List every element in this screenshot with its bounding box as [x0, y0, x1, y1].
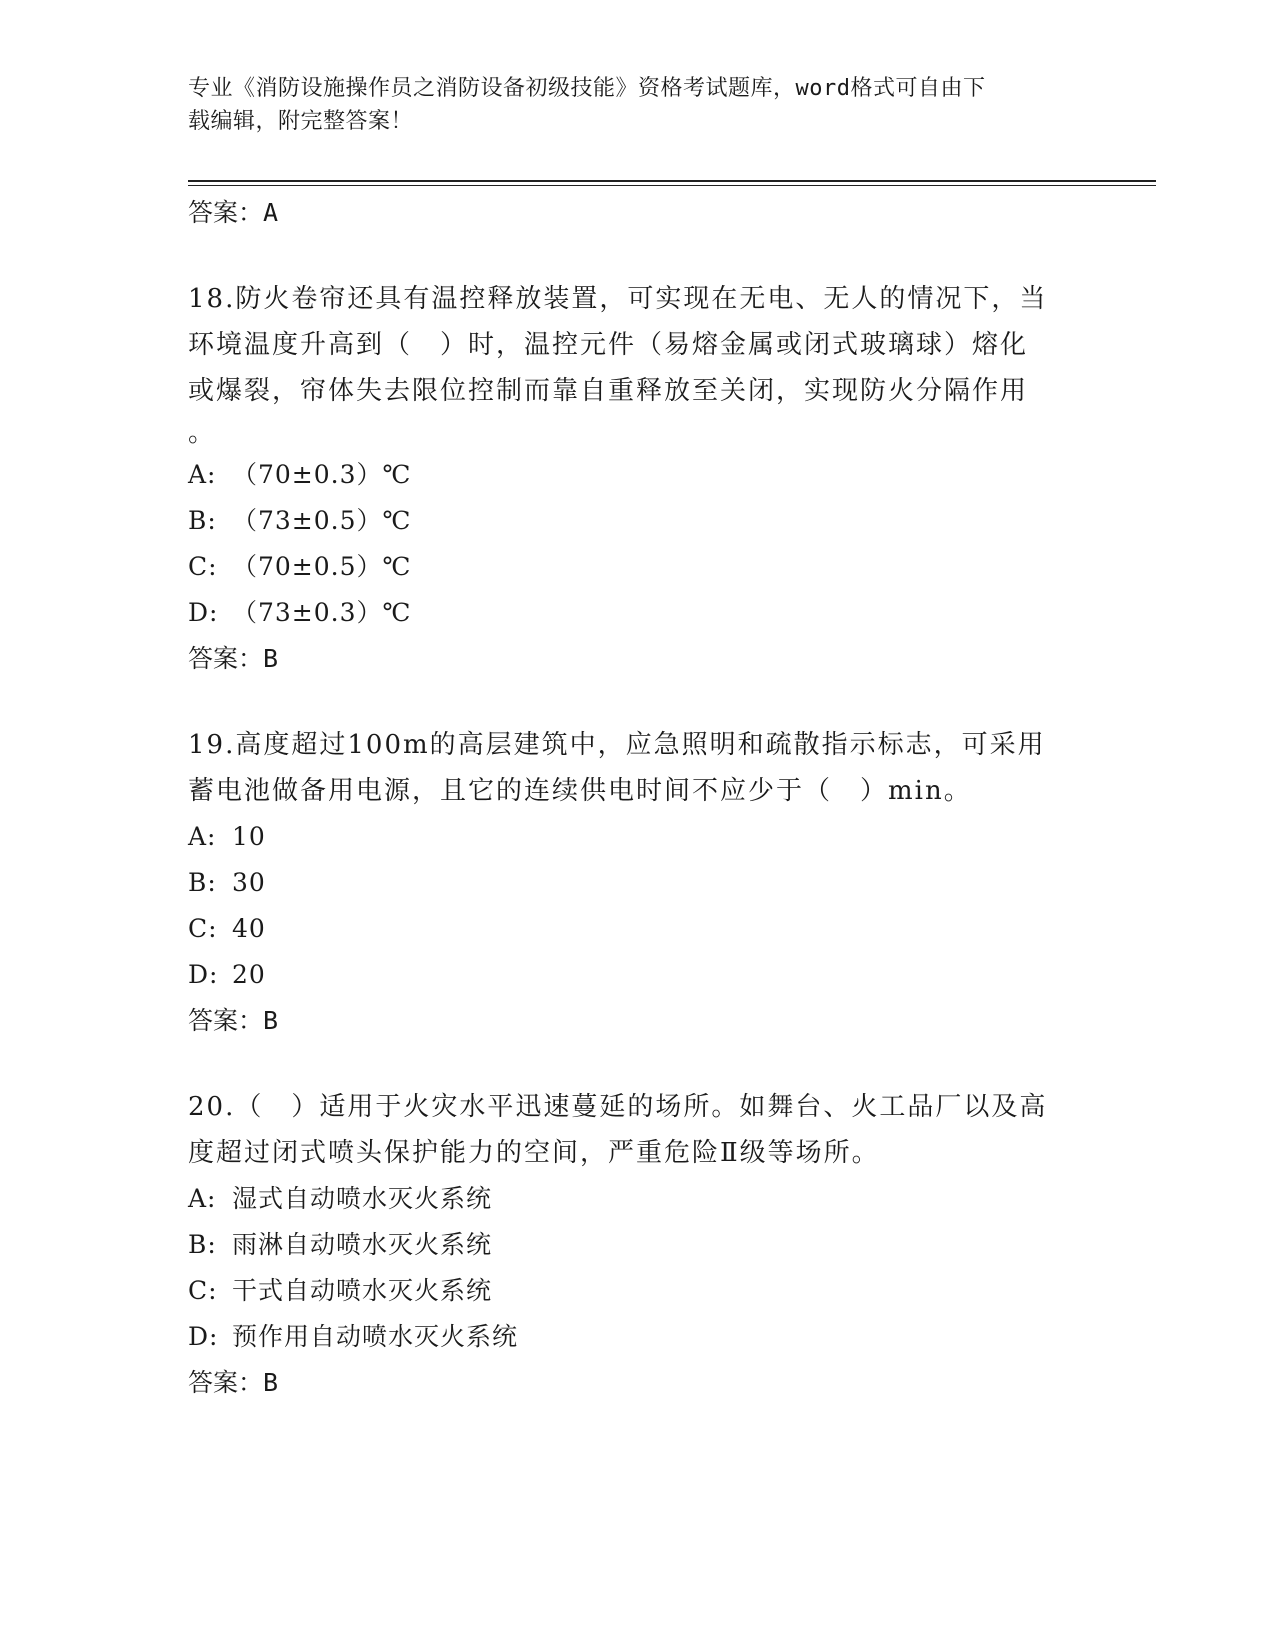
option-20-c: [188, 1268, 1088, 1314]
answer-label: 答案：: [188, 1368, 264, 1397]
option-letter: A:: [188, 1184, 217, 1213]
option-text: 40: [232, 914, 266, 943]
option-text: （73±0.5）℃: [232, 506, 412, 535]
option-18-a: [188, 452, 1088, 498]
option-letter: C:: [188, 1276, 218, 1305]
question-list: [188, 190, 1088, 1406]
option-letter: C:: [188, 914, 218, 943]
option-text: 10: [232, 822, 266, 851]
option-letter: D:: [188, 598, 219, 627]
option-text: 20: [232, 960, 266, 989]
option-20-a: [188, 1176, 1088, 1222]
option-letter: B:: [188, 1230, 217, 1259]
question-number: 19.: [188, 730, 236, 760]
question-text-line: 或爆裂，帘体失去限位控制而靠自重释放至关闭，实现防火分隔作用: [188, 376, 1029, 406]
option-20-d: [188, 1314, 1088, 1360]
question-number: 20.: [188, 1092, 236, 1122]
option-letter: D:: [188, 960, 219, 989]
option-text: 干式自动喷水灭火系统: [232, 1276, 493, 1305]
header-line-1: 专业《消防设施操作员之消防设备初级技能》资格考试题库，word格式可自由下: [188, 76, 986, 101]
option-letter: B:: [188, 868, 217, 897]
option-text: （73±0.3）℃: [232, 598, 412, 627]
question-20: [188, 1084, 1088, 1176]
option-text: （70±0.5）℃: [232, 552, 412, 581]
question-text-line: 19.高度超过100m的高层建筑中，应急照明和疏散指示标志，可采用: [188, 730, 1046, 760]
header-divider-thick: [188, 180, 1156, 182]
answer-value: B: [263, 644, 279, 673]
question-19: [188, 722, 1088, 814]
answer-20: [188, 1360, 1088, 1406]
option-text: 雨淋自动喷水灭火系统: [232, 1230, 493, 1259]
option-19-b: [188, 860, 1088, 906]
answer-label: 答案：: [188, 1006, 264, 1035]
header-divider-thin: [188, 185, 1156, 186]
option-letter: C:: [188, 552, 218, 581]
option-letter: B:: [188, 506, 217, 535]
header-line-2: 载编辑，附完整答案！: [188, 109, 414, 134]
answer-value: B: [263, 1006, 279, 1035]
option-19-a: [188, 814, 1088, 860]
question-text-line: 20.（ ）适用于火灾水平迅速蔓延的场所。如舞台、火工品厂以及高: [188, 1092, 1048, 1122]
question-text-line: 。: [188, 418, 217, 448]
option-19-c: [188, 906, 1088, 952]
option-18-c: [188, 544, 1088, 590]
option-text: 30: [232, 868, 266, 897]
option-text: 湿式自动喷水灭火系统: [232, 1184, 493, 1213]
question-text-line: 蓄电池做备用电源，且它的连续供电时间不应少于（ ）min。: [188, 776, 972, 806]
option-letter: D:: [188, 1322, 219, 1351]
question-number: 18.: [188, 284, 236, 314]
option-text: 预作用自动喷水灭火系统: [232, 1322, 519, 1351]
question-text-line: 度超过闭式喷头保护能力的空间，严重危险Ⅱ级等场所。: [188, 1138, 880, 1168]
option-text: （70±0.3）℃: [232, 460, 412, 489]
answer-label: 答案：: [188, 198, 264, 227]
question-18: [188, 276, 1088, 452]
answer-value: B: [263, 1368, 279, 1397]
option-18-d: [188, 590, 1088, 636]
answer-value: A: [263, 198, 279, 227]
answer-19: [188, 998, 1088, 1044]
page-header: [188, 72, 1068, 138]
option-18-b: [188, 498, 1088, 544]
question-text-line: 18.防火卷帘还具有温控释放装置，可实现在无电、无人的情况下，当: [188, 284, 1048, 314]
option-20-b: [188, 1222, 1088, 1268]
option-19-d: [188, 952, 1088, 998]
option-letter: A:: [188, 460, 217, 489]
answer-label: 答案：: [188, 644, 264, 673]
answer-18: [188, 636, 1088, 682]
answer-17: [188, 190, 1088, 236]
question-text-line: 环境温度升高到（ ）时，温控元件（易熔金属或闭式玻璃球）熔化: [188, 330, 1029, 360]
option-letter: A:: [188, 822, 217, 851]
